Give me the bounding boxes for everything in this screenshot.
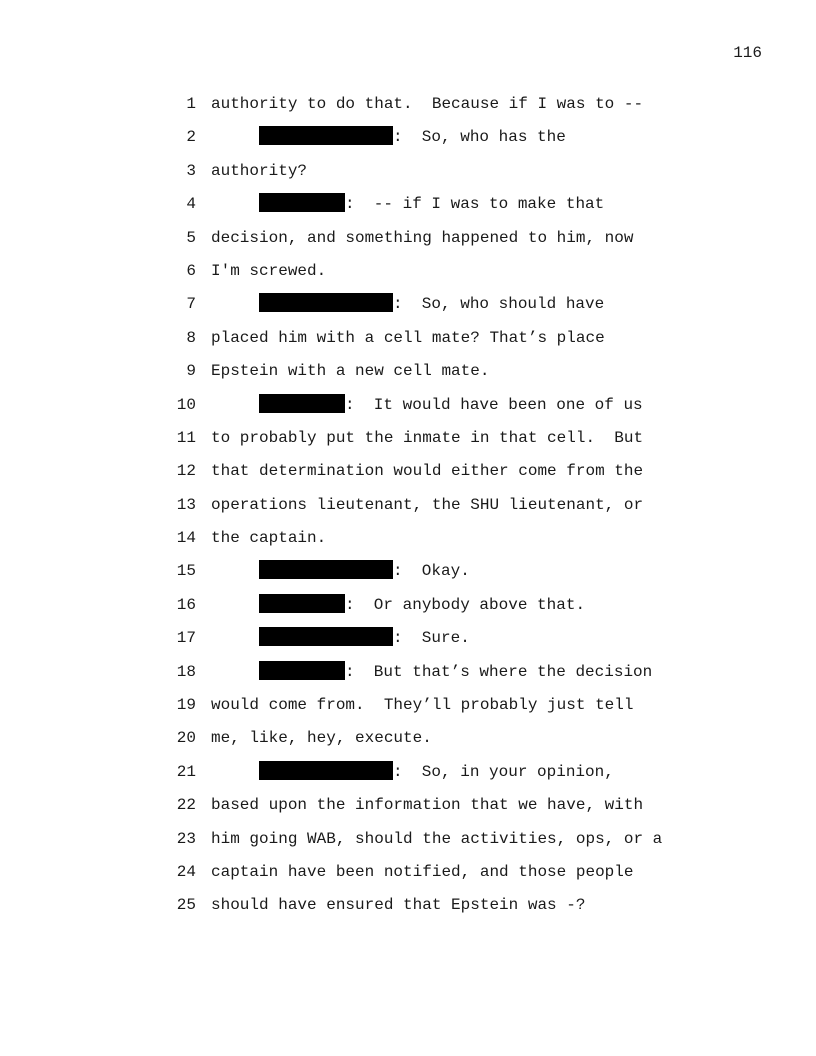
- speech-text: : So, in your opinion,: [393, 762, 614, 781]
- transcript-line: [0, 794, 816, 827]
- redacted-speaker-name: [259, 193, 345, 212]
- transcript-line: [0, 227, 816, 260]
- transcript-line: [0, 360, 816, 393]
- line-number: 12: [176, 462, 196, 481]
- line-text: the captain.: [211, 529, 327, 548]
- transcript-line: [0, 460, 816, 493]
- transcript-line: [0, 828, 816, 861]
- speech-text: : But that’s where the decision: [345, 662, 653, 681]
- speech-text: : Sure.: [393, 629, 470, 648]
- redacted-speaker-name: [259, 627, 393, 646]
- redacted-speaker-name: [259, 394, 345, 413]
- page-number: 116: [733, 44, 762, 62]
- line-text: authority?: [211, 161, 308, 180]
- speaker-line: [259, 126, 566, 148]
- line-number: 23: [176, 829, 196, 848]
- redacted-speaker-name: [259, 594, 345, 613]
- transcript-line: [0, 694, 816, 727]
- line-text: that determination would either come from the: [211, 462, 644, 481]
- transcript-line: [0, 260, 816, 293]
- speech-text: : Or anybody above that.: [345, 595, 586, 614]
- line-text: to probably put the inmate in that cell. But: [211, 428, 644, 447]
- line-text: based upon the information that we have, with: [211, 796, 644, 815]
- line-number: 20: [176, 729, 196, 748]
- line-text: placed him with a cell mate? That’s place: [211, 328, 605, 347]
- redacted-speaker-name: [259, 560, 393, 579]
- transcript-line: [0, 560, 816, 593]
- line-number: 2: [186, 128, 196, 147]
- line-number: 21: [176, 762, 196, 781]
- transcript-line: [0, 594, 816, 627]
- speaker-line: [259, 560, 470, 582]
- line-text: him going WAB, should the activities, ops, or a: [211, 829, 663, 848]
- transcript-line: [0, 894, 816, 927]
- redacted-speaker-name: [259, 661, 345, 680]
- redacted-speaker-name: [259, 293, 393, 312]
- line-number: 1: [186, 95, 196, 113]
- transcript-line: [0, 861, 816, 894]
- speaker-line: [259, 594, 585, 616]
- speaker-line: [259, 394, 643, 416]
- speaker-line: [259, 193, 604, 215]
- line-number: 6: [186, 261, 196, 280]
- speech-text: : So, who should have: [393, 295, 605, 314]
- redacted-speaker-name: [259, 761, 393, 780]
- line-text: decision, and something happened to him, now: [211, 228, 634, 247]
- line-number: 22: [176, 796, 196, 815]
- transcript-line: [0, 494, 816, 527]
- speech-text: : It would have been one of us: [345, 395, 643, 414]
- transcript-line: [0, 627, 816, 660]
- line-number: 10: [176, 395, 196, 414]
- line-number: 25: [176, 896, 196, 915]
- transcript-line: [0, 327, 816, 360]
- line-number: 7: [186, 295, 196, 314]
- transcript-line: [0, 527, 816, 560]
- transcript-body: [0, 93, 816, 928]
- line-text: captain have been notified, and those people: [211, 862, 634, 881]
- transcript-line: [0, 126, 816, 159]
- line-text: me, like, hey, execute.: [211, 729, 432, 748]
- line-text: operations lieutenant, the SHU lieutenant, or: [211, 495, 644, 514]
- speech-text: : So, who has the: [393, 128, 566, 147]
- line-number: 4: [186, 195, 196, 214]
- line-number: 24: [176, 862, 196, 881]
- redacted-speaker-name: [259, 126, 393, 145]
- line-text: authority to do that. Because if I was to --: [211, 95, 644, 113]
- line-number: 5: [186, 228, 196, 247]
- speaker-line: [259, 761, 614, 783]
- transcript-line: [0, 160, 816, 193]
- transcript-line: [0, 661, 816, 694]
- line-number: 11: [176, 428, 196, 447]
- speech-text: : -- if I was to make that: [345, 195, 605, 214]
- transcript-line: [0, 293, 816, 326]
- speaker-line: [259, 627, 470, 649]
- line-text: should have ensured that Epstein was -?: [211, 896, 586, 915]
- transcript-line: [0, 727, 816, 760]
- line-number: 9: [186, 362, 196, 381]
- transcript-line: [0, 93, 816, 126]
- line-number: 15: [176, 562, 196, 581]
- transcript-line: [0, 427, 816, 460]
- line-number: 19: [176, 696, 196, 715]
- line-number: 18: [176, 662, 196, 681]
- transcript-line: [0, 761, 816, 794]
- line-text: I'm screwed.: [211, 261, 327, 280]
- transcript-line: [0, 193, 816, 226]
- line-number: 14: [176, 529, 196, 548]
- line-text: would come from. They’ll probably just tell: [211, 696, 634, 715]
- transcript-line: [0, 394, 816, 427]
- speaker-line: [259, 293, 604, 315]
- speech-text: : Okay.: [393, 562, 470, 581]
- line-number: 3: [186, 161, 196, 180]
- line-number: 8: [186, 328, 196, 347]
- line-text: Epstein with a new cell mate.: [211, 362, 490, 381]
- speaker-line: [259, 661, 652, 683]
- line-number: 17: [176, 629, 196, 648]
- line-number: 16: [176, 595, 196, 614]
- line-number: 13: [176, 495, 196, 514]
